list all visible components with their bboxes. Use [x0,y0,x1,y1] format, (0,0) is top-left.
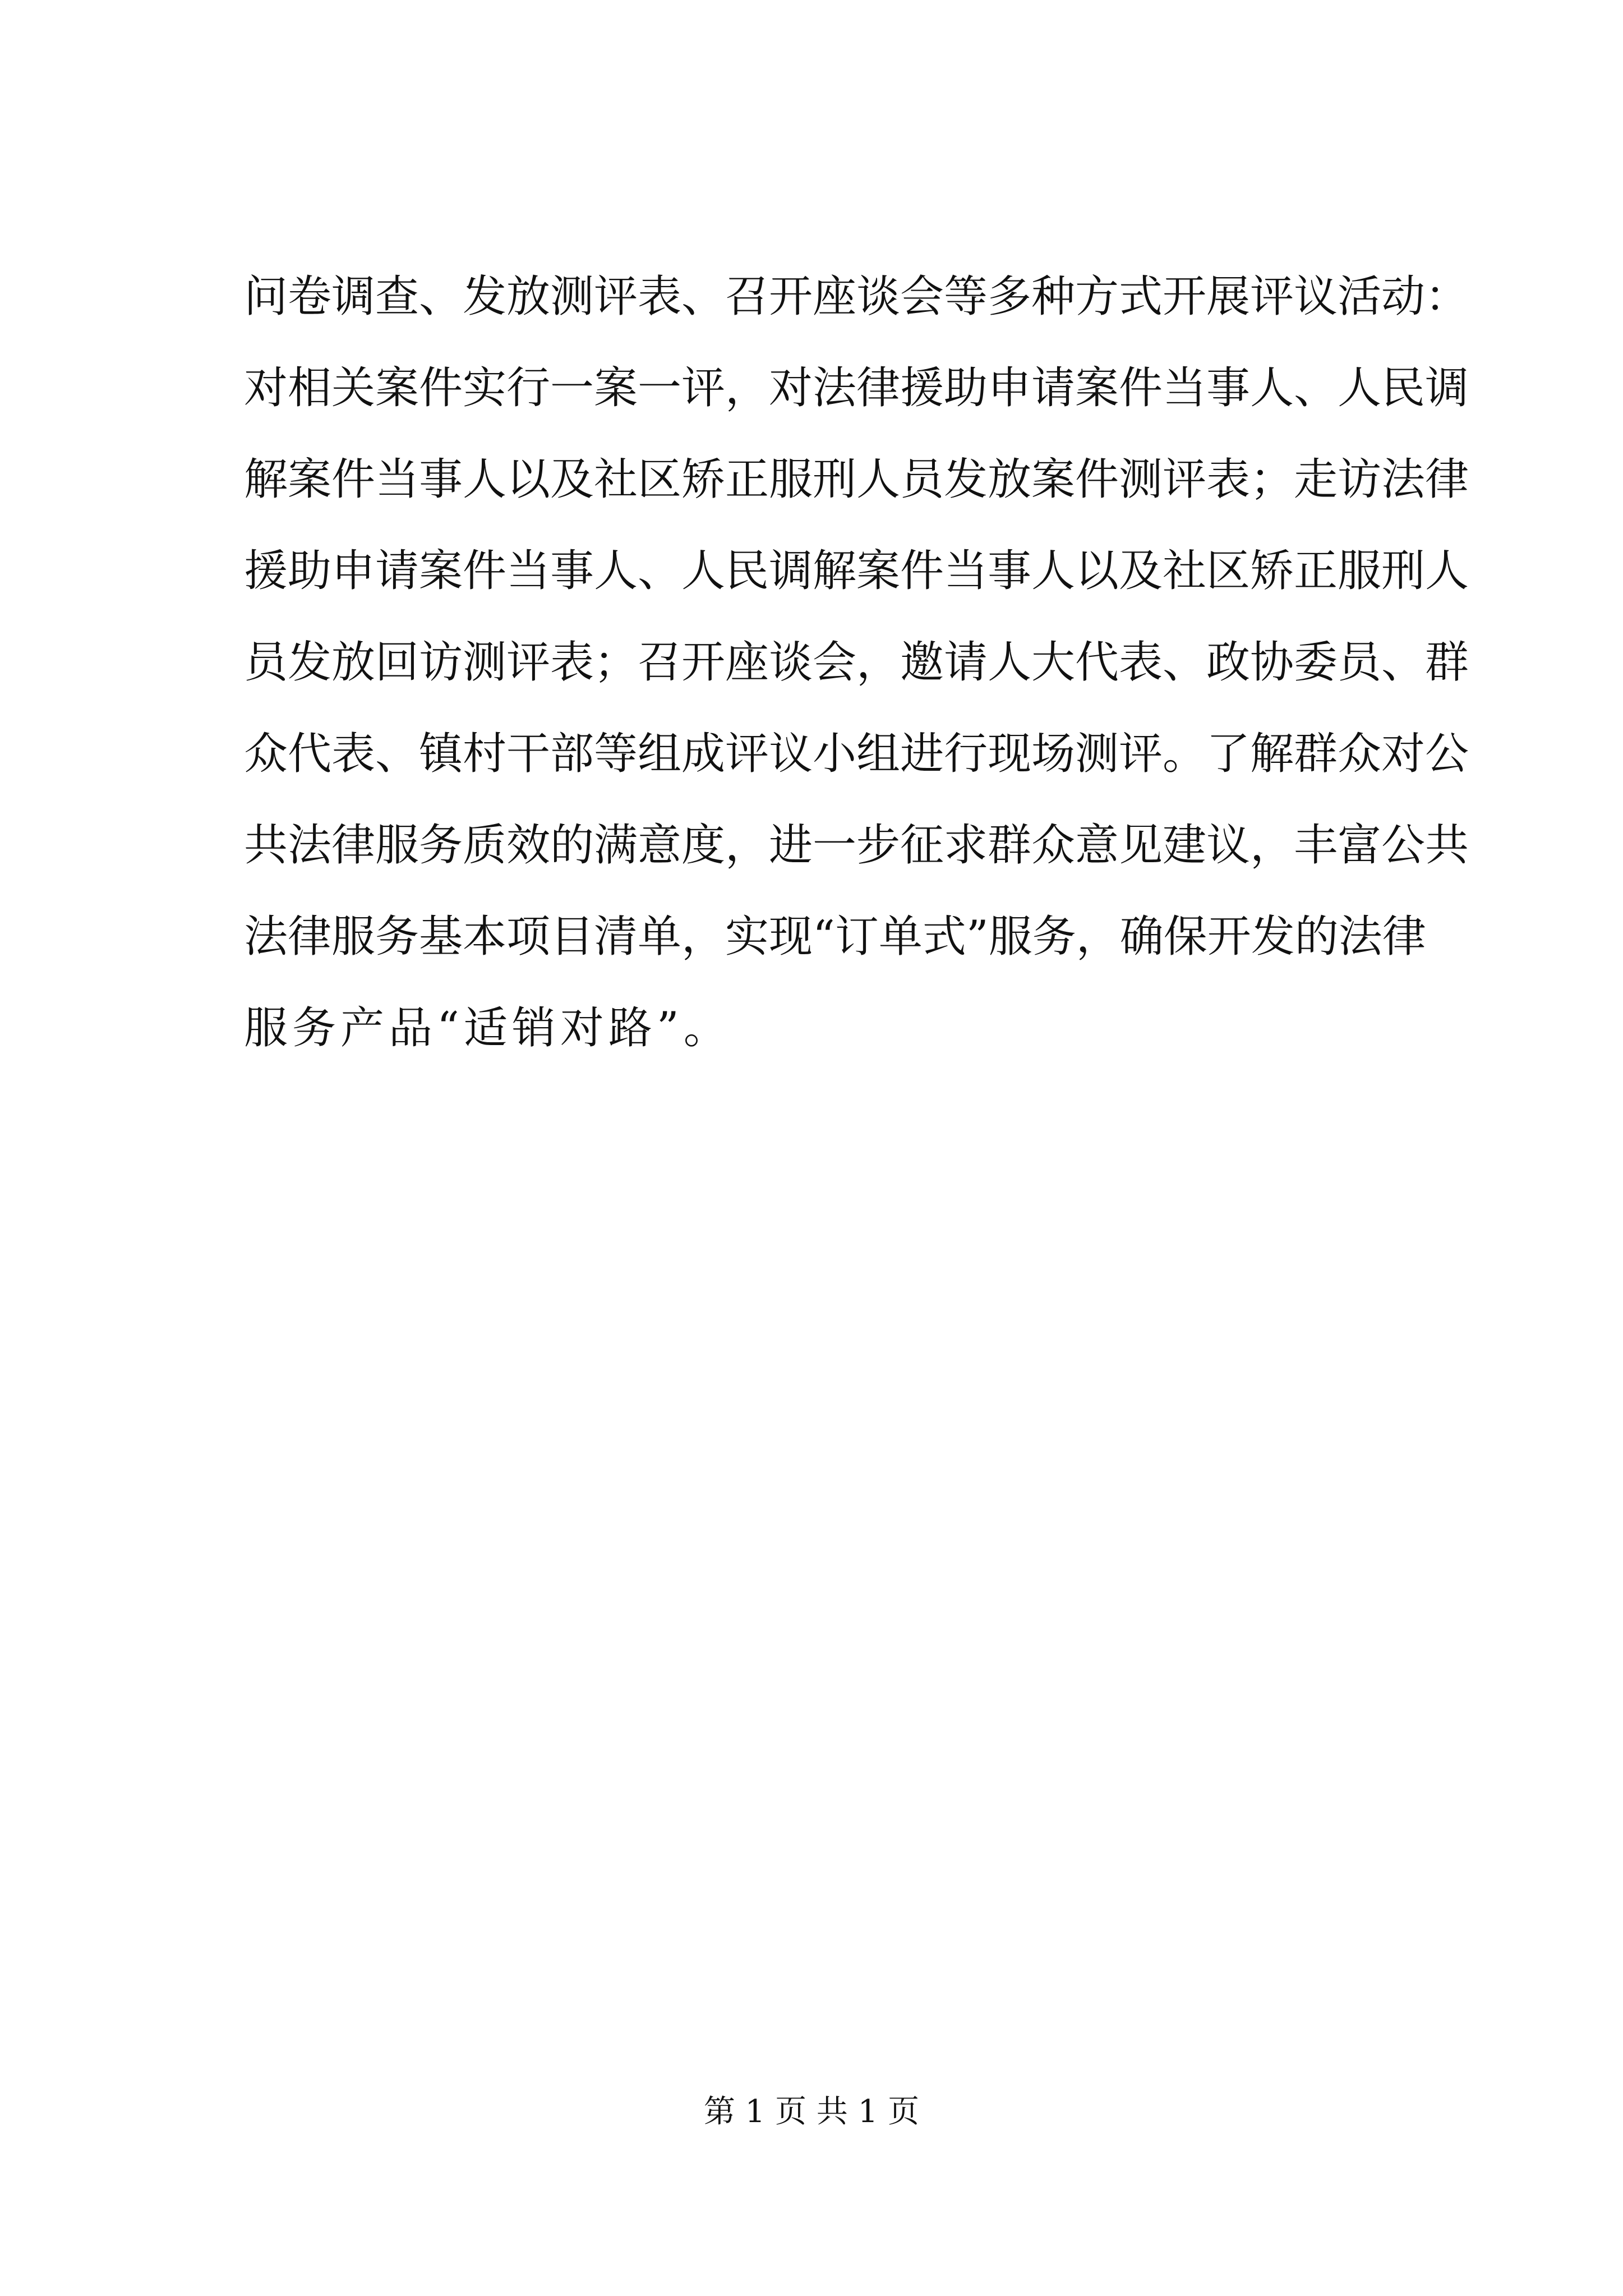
paragraph-line: 解案件当事人以及社区矫正服刑人员发放案件测评表；走访法律 [244,454,1469,505]
page-footer: 第 1 页 共 1 页 [703,2093,920,2130]
paragraph-line: 问卷调查、发放测评表、召开座谈会等多种方式开展评议活动： [244,272,1469,322]
paragraph-line: 服务产品“适销对路”。 [244,1003,732,1053]
paragraph-line: 援助申请案件当事人、人民调解案件当事人以及社区矫正服刑人 [244,546,1469,596]
paragraph-line: 法律服务基本项目清单，实现“订单式”服务，确保开发的法律 [244,912,1426,962]
paragraph-line: 对相关案件实行一案一评，对法律援助申请案件当事人、人民调 [244,363,1469,413]
paragraph-line: 众代表、镇村干部等组成评议小组进行现场测评。了解群众对公 [244,729,1469,779]
body-paragraph [244,251,1469,1074]
paragraph-line: 员发放回访测评表；召开座谈会，邀请人大代表、政协委员、群 [244,637,1469,688]
paragraph-line: 共法律服务质效的满意度，进一步征求群众意见建议，丰富公共 [244,820,1469,871]
